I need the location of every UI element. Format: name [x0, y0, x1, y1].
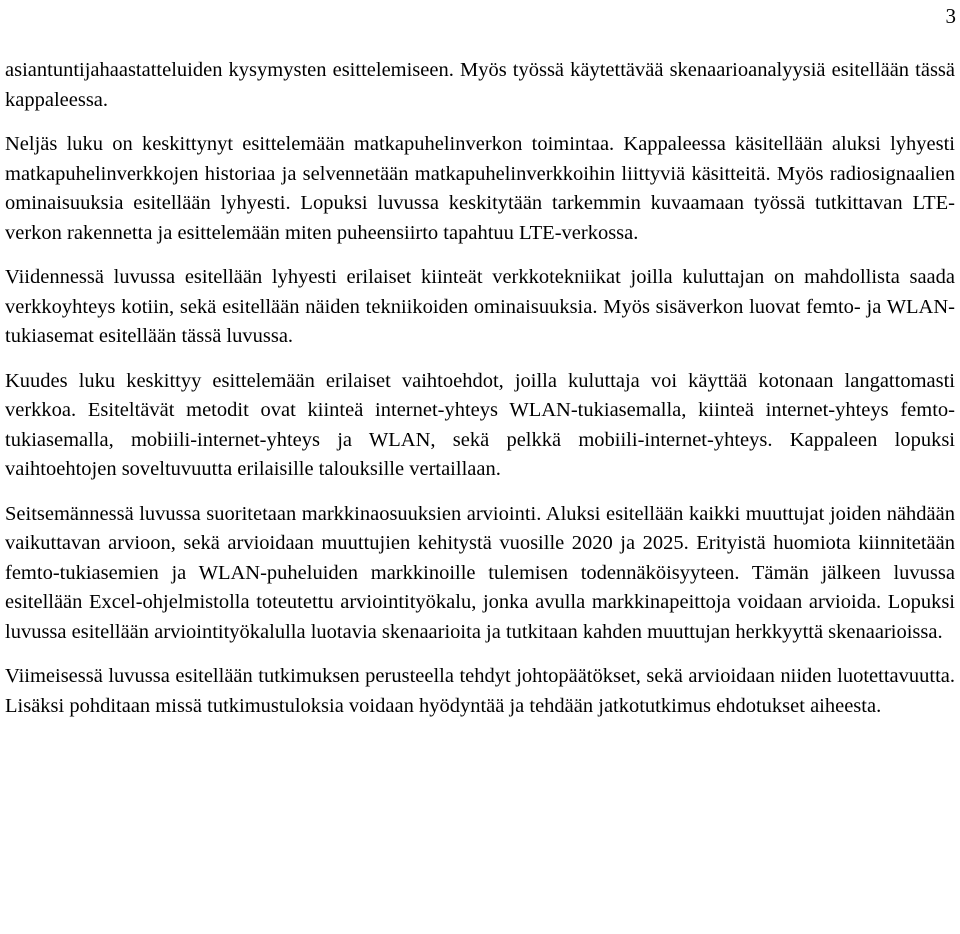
- document-body: [5, 56, 955, 721]
- paragraph: asiantuntijahaastatteluiden kysymysten esittelemiseen. Myös työssä käytettävää skenaarioanalyysiä esitellään tässä kappaleessa.: [5, 59, 955, 111]
- paragraph: Kuudes luku keskittyy esittelemään erilaiset vaihtoehdot, joilla kuluttaja voi käyttää kotonaan langattomasti verkkoa. Esiteltävät metodit ovat kiinteä internet-yhteys WLAN-tukiasemalla, kiinteä internet-yhteys femto-tukiasemalla, mobiili-internet-yhteys ja WLAN, sekä pelkkä mobiili-internet-yhteys. Kappaleen lopuksi vaihtoehtojen soveltuvuutta erilaisille talouksille vertaillaan.: [5, 369, 955, 480]
- paragraph: Seitsemännessä luvussa suoritetaan markkinaosuuksien arviointi. Aluksi esitellään kaikki muuttujat joiden nähdään vaikuttavan arvioon, sekä arvioidaan muuttujien kehitystä vuosille 2020 ja 2025. Erityistä huomiota kiinnitetään femto-tukiasemien ja WLAN-puheluiden markkinoille tulemisen todennäköisyyteen. Tämän jälkeen luvussa esitellään Excel-ohjelmistolla toteutettu arviointityökalu, jonka avulla markkinapeittoja voidaan arvioida. Lopuksi luvussa esitellään arviointityökalulla luotavia skenaarioita ja tutkitaan kahden muuttujan herkkyyttä skenaarioissa.: [5, 502, 955, 643]
- page-number: 3: [945, 4, 956, 28]
- paragraph: Viidennessä luvussa esitellään lyhyesti erilaiset kiinteät verkkotekniikat joilla kuluttajan on mahdollista saada verkkoyhteys kotiin, sekä esitellään näiden tekniikoiden ominaisuuksia. Myös sisäverkon luovat femto- ja WLAN- tukiasemat esitellään tässä luvussa.: [5, 266, 955, 347]
- paragraph: Viimeisessä luvussa esitellään tutkimuksen perusteella tehdyt johtopäätökset, sekä arvioidaan niiden luotettavuutta. Lisäksi pohditaan missä tutkimustuloksia voidaan hyödyntää ja tehdään jatkotutkimus ehdotukset aiheesta.: [5, 665, 955, 717]
- paragraph: Neljäs luku on keskittynyt esittelemään matkapuhelinverkon toimintaa. Kappaleessa käsitellään aluksi lyhyesti matkapuhelinverkkojen historiaa ja selvennetään matkapuhelinverkkoihin liittyviä käsitteitä. Myös radiosignaalien ominaisuuksia esitellään lyhyesti. Lopuksi luvussa keskitytään tarkemmin kuvaamaan työssä tutkittavan LTE-verkon rakennetta ja esittelemään miten puheensiirto tapahtuu LTE-verkossa.: [5, 133, 955, 244]
